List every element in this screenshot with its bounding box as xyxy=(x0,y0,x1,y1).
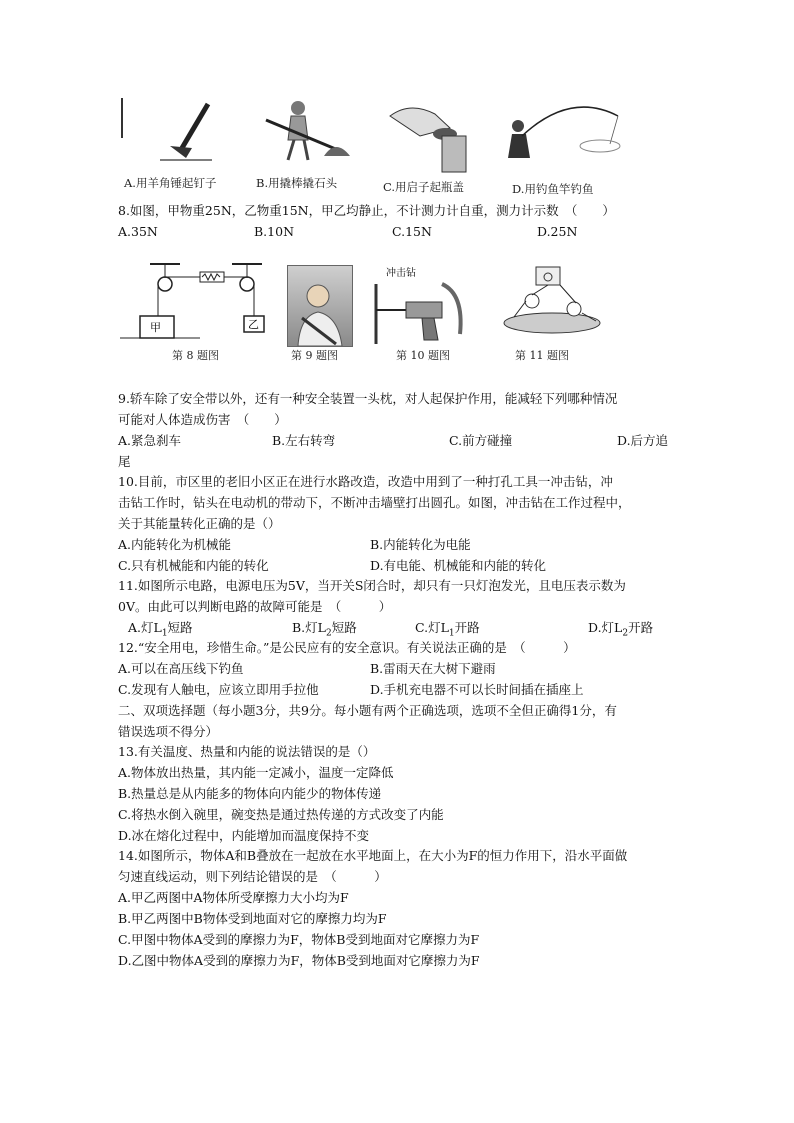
q12-option-b: B.雷雨天在大树下避雨 xyxy=(370,661,496,676)
q7-caption-c: C.用启子起瓶盖 xyxy=(383,180,465,194)
q11-option-b: B.灯$L_2$短路 xyxy=(292,620,357,639)
q12-option-a: A.可以在高压线下钓鱼 xyxy=(118,661,244,676)
q10-option-b: B.内能转化为电能 xyxy=(370,537,471,552)
q8-option-c: C.15N xyxy=(392,224,432,239)
section2-heading-1: 二、双项选择题（每小题3分，共9分。每小题有两个正确选项，选项不全但正确得1分，有 xyxy=(118,703,617,718)
q14-stem-2: 匀速直线运动，则下列结论错误的是 （ ） xyxy=(118,869,387,884)
q9-option-d-wrap: 尾 xyxy=(118,454,131,469)
q11-stem-1: 11.如图所示电路，电源电压为5V，当开关S闭合时，却只有一只灯泡发光，且电压表示数为 xyxy=(118,578,626,593)
q9-option-a: A.紧急刹车 xyxy=(118,433,182,448)
fig11-caption: 第 11 题图 xyxy=(515,349,569,362)
q7-figure-fishing-rod xyxy=(500,96,625,174)
q14-option-a: A.甲乙两图中A物体所受摩擦力大小均为F xyxy=(118,890,349,905)
q13-option-a: A.物体放出热量，其内能一定减小，温度一定降低 xyxy=(118,765,394,780)
q12-option-d: D.手机充电器不可以长时间插在插座上 xyxy=(370,682,584,697)
fig9-caption: 第 9 题图 xyxy=(291,349,338,362)
q11-option-a: A.灯$L_1$短路 xyxy=(128,620,193,639)
fig11-circuit-board xyxy=(500,265,605,345)
q11-stem-2: 0V。由此可以判断电路的故障可能是 （ ） xyxy=(118,599,392,614)
fig8-label-jia: 甲 xyxy=(150,321,161,334)
q10-stem-2: 击钻工作时，钻头在电动机的带动下，不断冲击墙壁打出圆孔。如图，冲击钻在工作过程中， xyxy=(118,495,631,510)
q9-option-d: D.后方追 xyxy=(617,433,669,448)
q7-caption-b: B.用撬棒撬石头 xyxy=(256,176,338,190)
q14-option-b: B.甲乙两图中B物体受到地面对它的摩擦力均为F xyxy=(118,911,387,926)
q7-figure-crowbar xyxy=(258,98,358,173)
q10-option-a: A.内能转化为机械能 xyxy=(118,537,232,552)
q9-option-c: C.前方碰撞 xyxy=(449,433,513,448)
q8-option-d: D.25N xyxy=(537,224,578,239)
q10-stem-1: 10.目前，市区里的老旧小区正在进行水路改造，改造中用到了一种打孔工具一冲击钻，冲 xyxy=(118,474,613,489)
fig10-label: 冲击钻 xyxy=(386,268,416,279)
fig8-pulley-diagram xyxy=(120,258,270,344)
section2-heading-2: 错误选项不得分） xyxy=(118,724,219,739)
q10-option-d: D.有电能、机械能和内能的转化 xyxy=(370,558,547,573)
fig10-caption: 第 10 题图 xyxy=(396,349,450,362)
q12-stem: 12.“安全用电，珍惜生命。”是公民应有的安全意识。有关说法正确的是 （ ） xyxy=(118,640,576,655)
fig8-caption: 第 8 题图 xyxy=(172,349,219,362)
q7-figure-hammer xyxy=(120,98,240,173)
q9-stem-1: 9.轿车除了安全带以外，还有一种安全装置一头枕，对人起保护作用，能减轻下列哪种情况 xyxy=(118,391,618,406)
q11-option-d: D.灯$L_2$开路 xyxy=(588,620,654,639)
q14-option-c: C.甲图中物体A受到的摩擦力为F，物体B受到地面对它摩擦力为F xyxy=(118,932,480,947)
q14-option-d: D.乙图中物体A受到的摩擦力为F，物体B受到地面对它摩擦力为F xyxy=(118,953,480,968)
q8-option-a: A.35N xyxy=(118,224,158,239)
q7-caption-d: D.用钓鱼竿钓鱼 xyxy=(512,182,594,196)
q13-option-d: D.冰在熔化过程中，内能增加而温度保持不变 xyxy=(118,828,370,843)
q13-stem: 13.有关温度、热量和内能的说法错误的是（） xyxy=(118,744,376,759)
q8-stem: 8.如图，甲物重25N，乙物重15N，甲乙均静止，不计测力计自重，测力计示数 （ ） xyxy=(118,203,615,218)
fig9-car-seat-photo xyxy=(287,265,353,347)
q13-option-c: C.将热水倒入碗里，碗变热是通过热传递的方式改变了内能 xyxy=(118,807,444,822)
q8-option-b: B.10N xyxy=(254,224,295,239)
fig10-impact-drill xyxy=(372,264,472,344)
q7-caption-a: A.用羊角锤起钉子 xyxy=(124,176,217,190)
q13-option-b: B.热量总是从内能多的物体向内能少的物体传递 xyxy=(118,786,382,801)
q14-stem-1: 14.如图所示，物体A和B叠放在一起放在水平地面上，在大小为F的恒力作用下，沿水平面做 xyxy=(118,848,628,863)
q10-stem-3: 关于其能量转化正确的是（） xyxy=(118,516,281,531)
q11-option-c: C.灯$L_1$开路 xyxy=(415,620,480,639)
q10-option-c: C.只有机械能和内能的转化 xyxy=(118,558,269,573)
q7-figure-bottle-opener xyxy=(380,96,480,174)
q12-option-c: C.发现有人触电，应该立即用手拉他 xyxy=(118,682,319,697)
fig8-label-yi: 乙 xyxy=(248,318,259,331)
q9-option-b: B.左右转弯 xyxy=(272,433,336,448)
q9-stem-2: 可能对人体造成伤害 （ ） xyxy=(118,412,287,427)
